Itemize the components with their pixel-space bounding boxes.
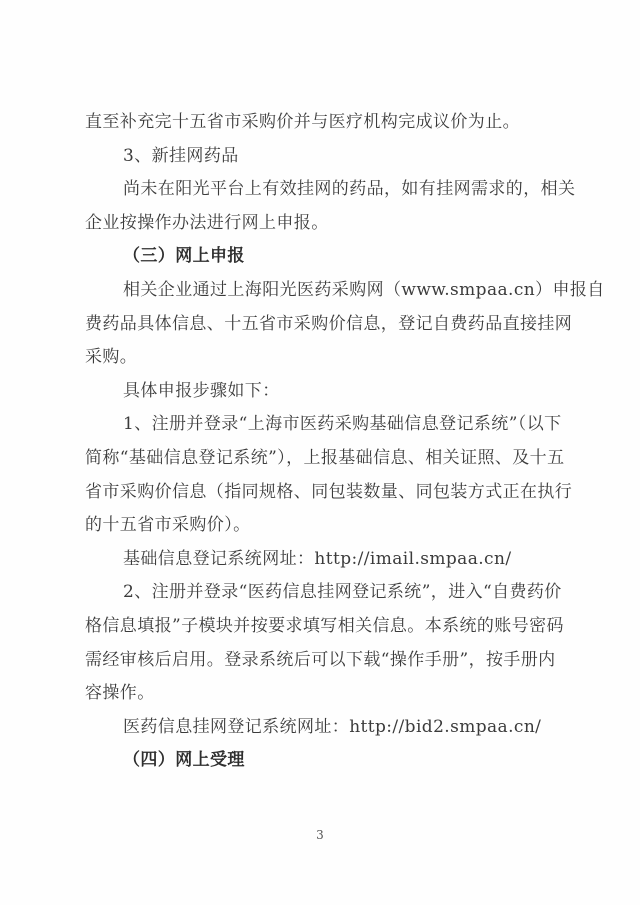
- section-heading: （四）网上受理: [123, 750, 245, 771]
- text-line: 费药品具体信息、十五省市采购价信息，登记自费药品直接挂网: [85, 313, 573, 334]
- text-line: 直至补充完十五省市采购价并与医疗机构完成议价为止。: [85, 112, 520, 132]
- document-body: [85, 106, 605, 778]
- text-line-url: 基础信息登记系统网址：http://imail.smpaa.cn/: [123, 548, 512, 569]
- section-heading: （三）网上申报: [123, 246, 245, 267]
- text-line: 相关企业通过上海阳光医药采购网（www.smpaa.cn）申报自: [123, 279, 605, 300]
- text-line: 采购。: [85, 347, 138, 368]
- page-number: 3: [316, 828, 324, 842]
- text-line: 2、注册并登录“医药信息挂网登记系统”，进入“自费药价: [123, 582, 562, 603]
- text-line: 1、注册并登录“上海市医药采购基础信息登记系统”（以下: [123, 414, 562, 435]
- text-line: 简称“基础信息登记系统”），上报基础信息、相关证照、及十五: [85, 447, 565, 468]
- text-line: 企业按操作办法进行网上申报。: [85, 212, 329, 233]
- text-line: 格信息填报”子模块并按要求填写相关信息。本系统的账号密码: [85, 615, 564, 636]
- text-line: 需经审核后启用。登录系统后可以下载“操作手册”，按手册内: [85, 649, 556, 670]
- text-line: 省市采购价信息（指同规格、同包装数量、同包装方式正在执行: [85, 481, 573, 502]
- text-line: 的十五省市采购价）。: [85, 515, 251, 536]
- text-line: 具体申报步骤如下：: [123, 380, 280, 401]
- text-line: 3、新挂网药品: [123, 145, 239, 166]
- text-line: 尚未在阳光平台上有效挂网的药品，如有挂网需求的，相关: [123, 179, 576, 200]
- text-line-url: 医药信息挂网登记系统网址：http://bid2.smpaa.cn/: [123, 716, 542, 737]
- text-line: 容操作。: [85, 683, 155, 704]
